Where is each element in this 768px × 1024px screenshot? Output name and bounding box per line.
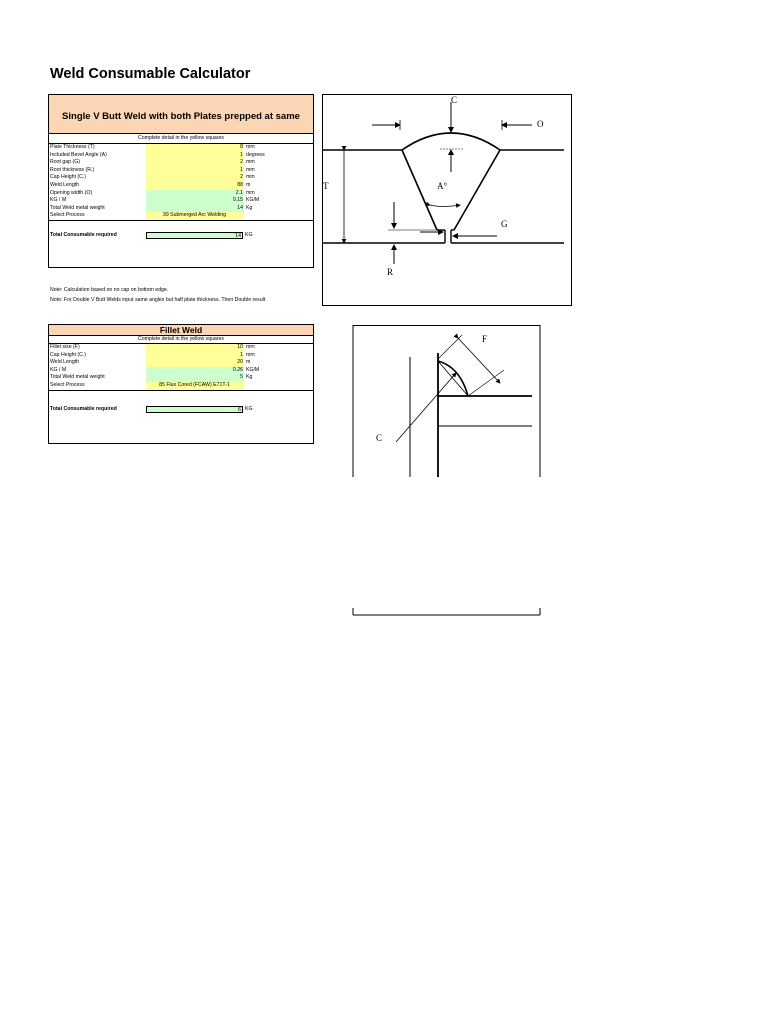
label-g: G (501, 219, 508, 229)
butt-row (49, 212, 313, 220)
butt-row (49, 190, 313, 198)
butt-row-label: Root gap (G) (50, 159, 80, 166)
butt-row (49, 174, 313, 182)
butt-row-label: Weld Length (50, 181, 80, 188)
fillet-weld-panel (48, 324, 314, 444)
fillet-row (49, 344, 313, 352)
butt-row (49, 159, 313, 167)
fillet-row-label: Select Process (50, 381, 85, 388)
butt-row-unit: mm (246, 174, 255, 181)
butt-row-unit: mm (246, 159, 255, 166)
butt-row (49, 152, 313, 160)
label-c-fillet: C (376, 433, 383, 443)
butt-row-value[interactable]: 8 (146, 144, 244, 152)
fillet-row-unit: Kg (246, 374, 253, 381)
butt-row-unit: KG/M (246, 197, 260, 204)
fillet-row-unit: mm (246, 344, 255, 350)
butt-row-label: Included Bevel Angle (A) (50, 151, 107, 158)
fillet-row-label: Weld Length (50, 359, 80, 366)
fillet-row-label: Total Weld metal weight (50, 374, 105, 381)
fillet-row-value[interactable]: 85 Flux Cored (FCAW) E71T-1 (146, 382, 244, 390)
butt-total-unit: KG (245, 232, 253, 239)
fillet-row (49, 359, 313, 367)
butt-row (49, 182, 313, 190)
butt-row-label: Root thickness (R.) (50, 166, 95, 173)
butt-row (49, 144, 313, 152)
fillet-row-unit (244, 382, 246, 390)
butt-row-label: Total Weld metal weight (50, 204, 105, 211)
butt-weld-header: Single V Butt Weld with both Plates prepped at same (49, 95, 313, 134)
fillet-row-unit: mm (246, 351, 255, 358)
fillet-row-value[interactable]: 0.26 (146, 367, 244, 375)
butt-total-row (49, 231, 313, 240)
butt-row-value[interactable]: 1 (146, 152, 244, 160)
butt-row-value[interactable]: 1 (146, 167, 244, 175)
butt-row-value[interactable]: 14 (146, 205, 244, 213)
fillet-weld-diagram (352, 325, 542, 617)
fillet-total-unit: KG (245, 406, 253, 413)
fillet-row (49, 367, 313, 375)
butt-row (49, 197, 313, 205)
label-c: C (451, 95, 458, 105)
fillet-row (49, 374, 313, 382)
fillet-row-label: KG / M (50, 366, 67, 373)
butt-row-label: Opening width (O) (50, 189, 93, 196)
fillet-weld-instructions: Complete detail in the yellow squares (49, 336, 313, 344)
butt-row-unit: Kg (246, 204, 253, 211)
butt-weld-panel (48, 94, 314, 268)
butt-row-value[interactable]: 0.15 (146, 197, 244, 205)
label-r: R (387, 267, 394, 277)
butt-row (49, 205, 313, 213)
butt-total-value: 14 (146, 232, 243, 239)
fillet-total-label: Total Consumable required (50, 406, 117, 413)
note-1: Note: Calculation based on no cap on bottom edge. (50, 287, 169, 293)
note-2: Note: For Double V Butt Welds input same angles but half plate thickness. Then Double result (50, 297, 266, 303)
fillet-row-value[interactable]: 20 (146, 359, 244, 367)
butt-row-unit: degrees (246, 151, 265, 158)
butt-row-label: Select Process (50, 212, 85, 219)
fillet-row-value[interactable]: 1 (146, 352, 244, 360)
butt-weld-instructions: Complete detail in the yellow squares (49, 134, 313, 144)
page-title: Weld Consumable Calculator (50, 66, 251, 82)
butt-total-label: Total Consumable required (50, 232, 117, 239)
butt-row-value[interactable]: 2.1 (146, 190, 244, 198)
fillet-weld-header: Fillet Weld (49, 325, 313, 336)
butt-weld-rows (49, 144, 313, 220)
butt-row-unit: m (246, 181, 251, 188)
fillet-row-value[interactable]: 5 (146, 374, 244, 382)
fillet-row (49, 382, 313, 390)
fillet-row-unit: m (246, 359, 251, 366)
label-a: A° (437, 181, 448, 191)
fillet-total-value: 6 (146, 406, 243, 413)
butt-row-label: Cap Height (C.) (50, 174, 87, 181)
label-o: O (537, 119, 544, 129)
fillet-row-label: Fillet size (F) (50, 344, 80, 350)
butt-row-value[interactable]: 88 (146, 182, 244, 190)
butt-weld-diagram (322, 94, 572, 306)
fillet-row (49, 352, 313, 360)
fillet-total-row (49, 405, 313, 414)
butt-row-value[interactable]: 2 (146, 174, 244, 182)
label-f: F (482, 334, 488, 344)
butt-row-value[interactable]: 99 Submerged Arc Welding (146, 212, 244, 220)
label-t: T (323, 181, 329, 191)
butt-row-label: Plate Thickness (T) (50, 144, 95, 150)
fillet-row-label: Cap Height (C.) (50, 351, 87, 358)
fillet-weld-rows (49, 344, 313, 390)
butt-row-unit: mm (246, 144, 255, 150)
butt-row-unit: mm (246, 189, 255, 196)
butt-row-unit: mm (246, 166, 255, 173)
butt-row-value[interactable]: 2 (146, 159, 244, 167)
butt-row-unit (244, 212, 246, 220)
butt-row (49, 167, 313, 175)
fillet-row-value[interactable]: 10 (146, 344, 244, 352)
butt-row-label: KG / M (50, 197, 67, 204)
fillet-row-unit: KG/M (246, 366, 260, 373)
